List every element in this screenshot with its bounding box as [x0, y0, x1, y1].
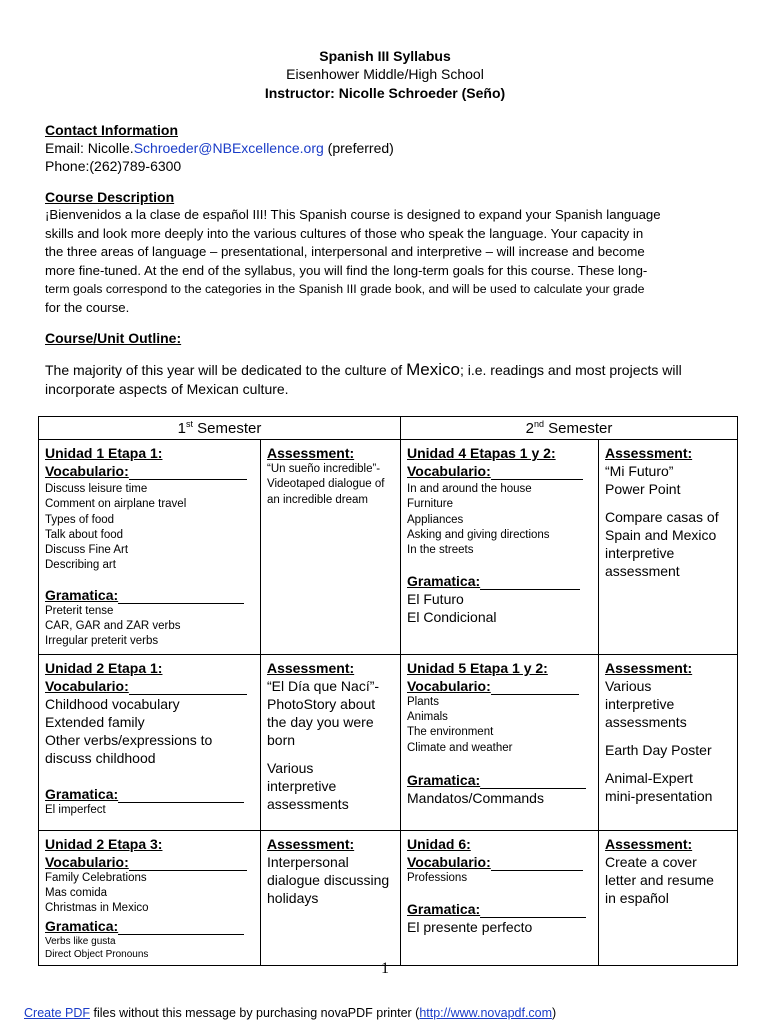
first-semester-header: 1st Semester	[39, 417, 401, 440]
pdf-footer	[24, 1006, 556, 1020]
vocab-label: Vocabulario:	[45, 677, 129, 694]
unit-outline-table	[38, 416, 738, 966]
list-item: Irregular preterit verbs	[45, 635, 159, 648]
list-item: born	[267, 731, 296, 748]
list-item: letter and resume	[605, 871, 714, 888]
list-item: an incredible dream	[267, 493, 369, 506]
list-item: El imperfect	[45, 803, 106, 816]
list-item: Spain and Mexico	[605, 527, 717, 543]
list-item: assessments	[267, 795, 349, 812]
list-item: Compare casas of	[605, 509, 719, 525]
unit-cell	[401, 440, 599, 655]
vocab-label: Vocabulario:	[45, 463, 129, 479]
phone-line: Phone:(262)789-6300	[45, 158, 182, 174]
assessment-title: Assessment:	[605, 445, 693, 461]
list-item: Create a cover	[605, 853, 697, 870]
list-item: in español	[605, 889, 669, 906]
assessment-cell	[599, 830, 738, 965]
list-item: Discuss leisure time	[45, 483, 148, 495]
description-line: ¡Bienvenidos a la clase de español III! This Spanish course is designed to expand your Spanish language	[45, 207, 661, 222]
description-line: term goals correspond to the categories in the Spanish III grade book, and will be used to calculate your grade	[45, 282, 645, 296]
list-item: In and around the house	[407, 483, 532, 495]
list-item: Various	[605, 677, 652, 694]
list-item: Appliances	[407, 513, 464, 526]
list-item: assessment	[605, 563, 680, 579]
unit-cell	[39, 440, 261, 655]
list-item: El Condicional	[407, 609, 497, 626]
list-item: Various	[267, 759, 314, 776]
outline-heading: Course/Unit Outline:	[45, 330, 182, 346]
grammar-label: Gramatica:	[45, 917, 119, 934]
list-item: Comment on airplane travel	[45, 498, 187, 511]
list-item: holidays	[267, 889, 319, 906]
email-line	[45, 139, 735, 157]
list-item: Furniture	[407, 498, 454, 511]
description-line: more fine-tuned. At the end of the syllabus, you will find the long-term goals for this course. These long-	[45, 262, 648, 278]
list-item: Christmas in Mexico	[45, 902, 149, 915]
school-name: Eisenhower Middle/High School	[286, 66, 484, 82]
list-item: CAR, GAR and ZAR verbs	[45, 620, 181, 633]
table-row	[39, 440, 738, 655]
list-item: Other verbs/expressions to	[45, 731, 213, 748]
list-item: Childhood vocabulary	[45, 695, 180, 712]
list-item: Animals	[407, 710, 448, 723]
instructor-line: Instructor: Nicolle Schroeder (Seño)	[264, 85, 506, 101]
assessment-title: Assessment:	[267, 835, 355, 852]
page-number: 1	[381, 960, 389, 977]
list-item: Animal-Expert	[605, 769, 693, 786]
list-item: Mas comida	[45, 886, 107, 899]
list-item: Climate and weather	[407, 741, 513, 754]
list-item: PhotoStory about	[267, 695, 376, 712]
assessment-cell	[261, 830, 401, 965]
list-item: El Futuro	[407, 591, 464, 608]
description-line: the three areas of language – presentational, interpersonal and interpretive – will increase and become	[45, 244, 645, 259]
list-item: Videotaped dialogue of	[267, 478, 385, 491]
list-item: interpretive	[605, 545, 675, 561]
list-item: interpretive	[267, 777, 337, 794]
list-item: Talk about food	[45, 528, 124, 541]
list-item: Mandatos/Commands	[407, 789, 544, 806]
unit-cell	[401, 654, 599, 830]
list-item: mini-presentation	[605, 787, 713, 804]
assessment-cell	[261, 440, 401, 655]
second-semester-header: 2nd Semester	[401, 417, 738, 440]
list-item: interpretive	[605, 695, 675, 712]
outline-intro-text: The majority of this year will be dedicated to the culture of	[45, 362, 407, 378]
syllabus-title: Spanish III Syllabus	[319, 48, 451, 64]
email-link[interactable]: Schroeder@NBExcellence.org	[133, 140, 324, 156]
list-item: “El Día que Nací”-	[267, 677, 380, 694]
list-item: assessments	[605, 713, 687, 730]
outline-intro-line2: incorporate aspects of Mexican culture.	[45, 381, 289, 397]
list-item: El presente perfecto	[407, 918, 533, 935]
grammar-label: Gramatica:	[407, 771, 481, 788]
list-item: “Mi Futuro”	[605, 463, 674, 479]
list-item: Direct Object Pronouns	[45, 948, 149, 960]
grammar-label: Gramatica:	[407, 900, 481, 917]
unit-title: Unidad 4 Etapas 1 y 2:	[407, 445, 556, 461]
list-item: Earth Day Poster	[605, 741, 712, 758]
table-row	[39, 654, 738, 830]
vocab-label: Vocabulario:	[407, 853, 491, 870]
unit-cell	[401, 830, 599, 965]
list-item: Power Point	[605, 481, 681, 497]
vocab-label: Vocabulario:	[45, 853, 129, 870]
novapdf-link[interactable]: http://www.novapdf.com	[419, 1006, 553, 1020]
grammar-label: Gramatica:	[45, 586, 119, 603]
description-line: for the course.	[45, 299, 130, 315]
list-item: Interpersonal	[267, 853, 349, 870]
assessment-title: Assessment:	[605, 835, 693, 852]
list-item: The environment	[407, 726, 494, 739]
description-heading: Course Description	[45, 189, 175, 205]
list-item: Plants	[407, 695, 439, 708]
footer-text: files without this message by purchasing novaPDF printer (	[90, 1006, 420, 1020]
email-suffix: (preferred)	[323, 140, 394, 156]
outline-intro	[45, 360, 735, 399]
assessment-cell	[599, 654, 738, 830]
list-item: discuss childhood	[45, 749, 156, 766]
assessment-title: Assessment:	[605, 659, 693, 676]
list-item: In the streets	[407, 544, 474, 557]
assessment-cell	[261, 654, 401, 830]
grammar-label: Gramatica:	[407, 573, 481, 590]
list-item: Types of food	[45, 513, 115, 526]
unit-title: Unidad 1 Etapa 1:	[45, 445, 163, 461]
list-item: dialogue discussing	[267, 871, 390, 888]
list-item: Family Celebrations	[45, 871, 147, 884]
unit-title: Unidad 2 Etapa 1:	[45, 659, 163, 676]
email-prefix: Email: Nicolle.	[45, 140, 134, 156]
description-body	[45, 206, 735, 317]
list-item: “Un sueño incredible”-	[267, 463, 381, 475]
outline-intro-text: ; i.e. readings and most projects will	[459, 362, 682, 378]
table-row	[39, 830, 738, 965]
unit-title: Unidad 6:	[407, 835, 471, 852]
list-item: Preterit tense	[45, 604, 114, 617]
list-item: Asking and giving directions	[407, 528, 550, 541]
create-pdf-link[interactable]: Create PDF	[24, 1006, 90, 1020]
list-item: Verbs like gusta	[45, 935, 116, 947]
vocab-label: Vocabulario:	[407, 677, 491, 694]
assessment-title: Assessment:	[267, 445, 355, 461]
list-item: Extended family	[45, 713, 145, 730]
list-item: Describing art	[45, 559, 116, 572]
list-item: Discuss Fine Art	[45, 544, 129, 557]
vocab-label: Vocabulario:	[407, 463, 491, 479]
unit-cell	[39, 830, 261, 965]
list-item: Professions	[407, 871, 468, 884]
description-line: skills and look more deeply into the various cultures of those who speak the language. Your capacity in	[45, 225, 644, 241]
grammar-label: Gramatica:	[45, 785, 119, 802]
unit-cell	[39, 654, 261, 830]
list-item: the day you were	[267, 713, 374, 730]
unit-title: Unidad 5 Etapa 1 y 2:	[407, 659, 548, 676]
contact-heading: Contact Information	[45, 122, 178, 138]
footer-text-end: )	[552, 1006, 557, 1020]
semester-header-row	[39, 417, 738, 440]
assessment-title: Assessment:	[267, 659, 355, 676]
assessment-cell	[599, 440, 738, 655]
outline-emphasis: Mexico	[406, 360, 460, 379]
unit-title: Unidad 2 Etapa 3:	[45, 835, 163, 852]
